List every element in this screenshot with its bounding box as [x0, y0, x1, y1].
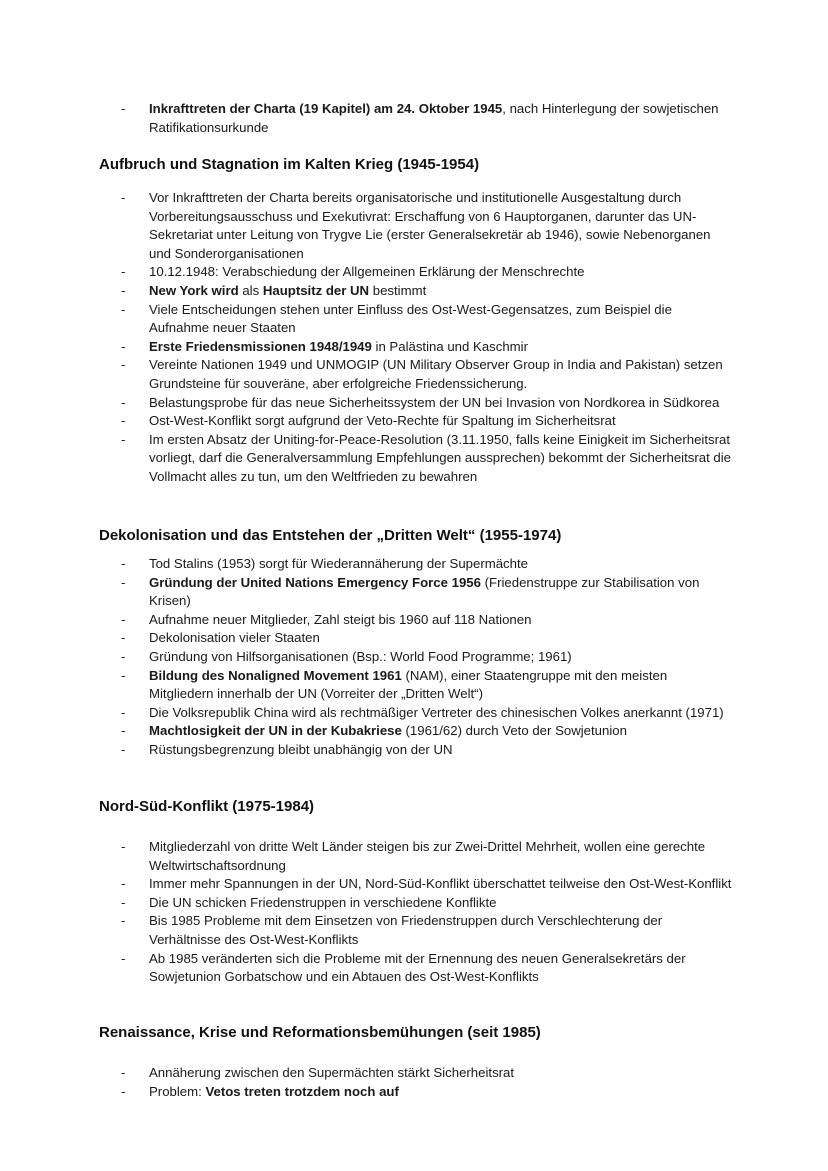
list-item — [0, 629, 828, 648]
bold-text: Machtlosigkeit der UN in der Kubakriese — [149, 723, 402, 739]
section-cold-war — [0, 189, 828, 487]
list-item — [0, 704, 828, 723]
item-text: Viele Entscheidungen stehen unter Einfluss des Ost-West-Gegensatzes, zum Beispiel die Aufnahme neuer Staaten — [149, 301, 672, 336]
item-text: Aufnahme neuer Mitglieder, Zahl steigt bis 1960 auf 118 Nationen — [149, 611, 532, 627]
item-text: , nach Hinterlegung der sowjetischen Ratifikationsurkunde — [149, 101, 719, 135]
list-item — [0, 875, 828, 894]
item-text: Gründung von Hilfsorganisationen (Bsp.: World Food Programme; 1961) — [149, 648, 572, 664]
list-item — [0, 301, 828, 338]
item-text: Bis 1985 Probleme mit dem Einsetzen von Friedenstruppen durch Verschlechterung der Verhältnisse des Ost-West-Konflikts — [149, 913, 663, 947]
list-item — [0, 894, 828, 913]
list-item — [0, 263, 828, 282]
item-text: (NAM), einer Staatengruppe mit den meisten Mitgliedern innerhalb der UN (Vorreiter der „Dritten Welt“) — [149, 667, 668, 702]
item-text: Ost-West-Konflikt sorgt aufgrund der Veto-Rechte für Spaltung im Sicherheitsrat — [149, 413, 616, 429]
bullet-dash: - — [121, 950, 126, 966]
bullet-dash: - — [121, 913, 126, 929]
bullet-dash: - — [121, 723, 126, 739]
list-item — [0, 912, 828, 949]
item-text: in Palästina und Kaschmir — [371, 338, 528, 354]
item-text: Die UN schicken Friedenstruppen in verschiedene Konflikte — [149, 894, 497, 910]
bullet-dash: - — [121, 190, 126, 205]
item-text: Immer mehr Spannungen in der UN, Nord-Süd-Konflikt überschattet teilweise den Ost-West-Konflikt — [149, 876, 732, 892]
item-text: Vor Inkrafttreten der Charta bereits organisatorische und institutionelle Ausgestaltung durch Vorbereitungsausschuss und Exekutivrat: Erschaffung von 6 Hauptorganen, darunter das UN-Sekretariat unter Leitung von Trygve Lie (erster Generalsekretär ab 1946), sowie Nebenorganen und Sonderorganisationen — [149, 190, 711, 261]
bold-text: Erste Friedensmissionen 1948/1949 — [149, 338, 372, 354]
item-text: (1961/62) durch Veto der Sowjetunion — [401, 723, 627, 739]
list-item — [0, 648, 828, 667]
list-item — [0, 667, 828, 704]
bold-text: Gründung der United Nations Emergency Force 1956 — [149, 574, 481, 590]
list-item — [0, 431, 828, 487]
bullet-dash: - — [121, 876, 126, 892]
bullet-dash: - — [121, 431, 126, 447]
section-heading-north-south: Nord-Süd-Konflikt (1975-1984) — [99, 798, 315, 815]
bold-text: Vetos treten trotzdem noch auf — [205, 1083, 399, 1099]
bullet-dash: - — [121, 894, 126, 910]
bullet-dash: - — [121, 357, 126, 373]
item-text: Tod Stalins (1953) sorgt für Wiederannäherung der Supermächte — [149, 556, 528, 571]
item-text: als — [238, 282, 263, 298]
list-item — [0, 741, 828, 760]
item-text: Im ersten Absatz der Uniting-for-Peace-Resolution (3.11.1950, falls keine Einigkeit im Sicherheitsrat vorliegt, darf die Generalversammlung Empfehlungen aussprechen) bekommt der Sicherheitsrat die Vollmacht alles zu tun, um den Weltfrieden zu bewahren — [149, 431, 732, 484]
list-item — [0, 412, 828, 431]
bold-text: Bildung des Nonaligned Movement 1961 — [149, 667, 402, 683]
cold-war-list — [0, 189, 828, 487]
item-text: Mitgliederzahl von dritte Welt Länder steigen bis zur Zwei-Drittel Mehrheit, wollen eine gerechte Weltwirtschaftsordnung — [149, 839, 706, 873]
decolonisation-list — [0, 555, 828, 760]
bullet-dash: - — [121, 556, 126, 571]
list-item — [0, 611, 828, 630]
item-text: Annäherung zwischen den Supermächten stärkt Sicherheitsrat — [149, 1065, 515, 1080]
list-item — [0, 338, 828, 357]
bold-text: Hauptsitz der UN — [262, 282, 370, 298]
bold-text: New York wird — [149, 282, 239, 298]
list-item — [0, 100, 828, 137]
intro-list — [0, 100, 828, 137]
section-renaissance — [0, 1064, 828, 1101]
renaissance-list — [0, 1064, 828, 1101]
list-item — [0, 950, 828, 987]
section-heading-decolonisation: Dekolonisation und das Entstehen der „Dritten Welt“ (1955-1974) — [99, 527, 562, 544]
bullet-dash: - — [121, 1083, 126, 1099]
north-south-list — [0, 838, 828, 987]
bullet-dash: - — [121, 574, 126, 590]
bullet-dash: - — [121, 667, 126, 683]
intro-section — [0, 100, 828, 137]
list-item — [0, 722, 828, 741]
bullet-dash: - — [121, 741, 126, 757]
bullet-dash: - — [121, 704, 126, 720]
item-text: Belastungsprobe für das neue Sicherheitssystem der UN bei Invasion von Nordkorea in Südkorea — [149, 394, 720, 410]
bullet-dash: - — [121, 1065, 126, 1080]
bullet-dash: - — [121, 839, 126, 854]
list-item — [0, 282, 828, 301]
bullet-dash: - — [121, 101, 126, 116]
item-text: Vereinte Nationen 1949 und UNMOGIP (UN Military Observer Group in India and Pakistan) setzen Grundsteine für souveräne, aber erfolgreiche Friedenssicherung. — [149, 357, 723, 391]
list-item — [0, 1083, 828, 1102]
list-item — [0, 1064, 828, 1083]
section-north-south — [0, 838, 828, 987]
list-item — [0, 356, 828, 393]
bullet-dash: - — [121, 282, 126, 298]
bullet-dash: - — [121, 611, 126, 627]
bullet-dash: - — [121, 630, 126, 646]
bullet-dash: - — [121, 413, 126, 429]
list-item — [0, 189, 828, 263]
bullet-dash: - — [121, 264, 126, 280]
item-text: bestimmt — [369, 282, 427, 298]
item-text: Die Volksrepublik China wird als rechtmäßiger Vertreter des chinesischen Volkes anerkannt (1971) — [149, 704, 724, 720]
bullet-dash: - — [121, 648, 126, 664]
bullet-dash: - — [121, 394, 126, 410]
section-heading-cold-war: Aufbruch und Stagnation im Kalten Krieg (1945-1954) — [99, 156, 480, 173]
item-text: Dekolonisation vieler Staaten — [149, 630, 320, 646]
section-heading-renaissance: Renaissance, Krise und Reformationsbemühungen (seit 1985) — [99, 1024, 541, 1041]
item-text: Rüstungsbegrenzung bleibt unabhängig von der UN — [149, 741, 453, 757]
list-item — [0, 555, 828, 574]
list-item — [0, 838, 828, 875]
item-text: Ab 1985 veränderten sich die Probleme mit der Ernennung des neuen Generalsekretärs der Sowjetunion Gorbatschow und ein Abtauen des Ost-West-Konflikts — [149, 950, 686, 985]
list-item — [0, 394, 828, 413]
list-item — [0, 574, 828, 611]
item-text: (Friedenstruppe zur Stabilisation von Krisen) — [149, 574, 700, 609]
bullet-dash: - — [121, 301, 126, 317]
bold-text: Inkrafttreten der Charta (19 Kapitel) am 24. Oktober 1945 — [149, 101, 503, 116]
item-text: 10.12.1948: Verabschiedung der Allgemeinen Erklärung der Menschrechte — [149, 264, 585, 280]
section-decolonisation — [0, 555, 828, 760]
bullet-dash: - — [121, 338, 126, 354]
item-text: Problem: — [149, 1083, 206, 1099]
